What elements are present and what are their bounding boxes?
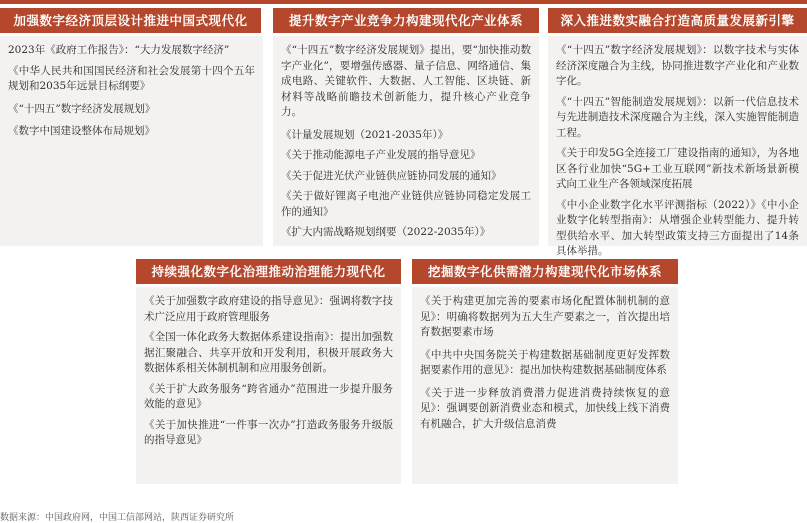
policy-item: 《“十四五”数字经济发展规划》提出，要“加快推动数字产业化”，要增强传感器、量子信息、网络通信、集成电路、关键软件、大数据、人工智能、区块链、新材料等战略前瞻技术创新能力，提升核心产业竞争力。 bbox=[281, 44, 531, 118]
column-panel-1 bbox=[0, 36, 263, 246]
bottom-column-panel-2 bbox=[412, 287, 678, 484]
policy-item: 《关于构建更加完善的要素市场化配置体制机制的意见》：明确将数据列为五大生产要素之一，首次提出培育数据要素市场 bbox=[420, 295, 670, 338]
policy-item: 《中共中央国务院关于构建数据基础制度更好发挥数据要素作用的意见》：提出加快构建数据基础制度体系 bbox=[420, 348, 670, 376]
top-accent-bar bbox=[0, 0, 807, 4]
policy-item: 《关于进一步释放消费潜力促进消费持续恢复的意见》：强调要创新消费业态和模式，加快线上线下消费有机融合，扩大升级信息消费 bbox=[420, 386, 670, 430]
column-panel-2 bbox=[273, 36, 539, 246]
policy-item: 《中小企业数字化水平评测指标（2022）》《中小企业数字化转型指南》：从增强企业转型能力、提升转型供给水平、加大转型政策支持三方面提出了14条具体举措。 bbox=[556, 198, 799, 257]
policy-item: 《计量发展规划（2021-2035年）》 bbox=[281, 128, 449, 141]
policy-item: 《“十四五”数字经济发展规划》：以数字技术与实体经济深度融合为主线，协同推进数字产业化和产业数字化。 bbox=[556, 44, 799, 87]
bottom-column-header-2: 挖掘数字化供需潜力构建现代化市场体系 bbox=[412, 259, 678, 284]
source-note: 数据来源：中国政府网，中国工信部网站，陕西证券研究所 bbox=[0, 513, 235, 523]
policy-item: 《关于加强数字政府建设的指导意见》：强调将数字技术广泛应用于政府管理服务 bbox=[144, 295, 393, 323]
policy-item: 《关于促进光伏产业链供应链协同发展的通知》 bbox=[281, 169, 502, 182]
policy-item: 《数字中国建设整体布局规划》 bbox=[8, 125, 155, 137]
bottom-column-header-1: 持续强化数字化治理推动治理能力现代化 bbox=[136, 259, 401, 284]
column-panel-3 bbox=[548, 36, 807, 257]
policy-item: 《“十四五”智能制造发展规划》：以新一代信息技术与先进制造技术深度融合为主线，深入实施智能制造工程。 bbox=[556, 95, 799, 139]
column-header-3: 深入推进数实融合打造高质量发展新引擎 bbox=[548, 8, 807, 33]
policy-item: 2023年《政府工作报告》：“大力发展数字经济” bbox=[8, 44, 230, 56]
policy-item: 《关于加快推进“一件事一次办”打造政务服务升级版的指导意见》 bbox=[144, 418, 393, 446]
policy-item: 《“十四五”数字经济发展规划》 bbox=[8, 102, 156, 115]
column-header-1: 加强数字经济顶层设计推进中国式现代化 bbox=[0, 8, 261, 33]
policy-item: 《全国一体化政务大数据体系建设指南》：提出加强数据汇聚融合、共享开放和开发利用，积极开展政务大数据体系相关体制机制和应用服务创新。 bbox=[144, 331, 393, 374]
policy-item: 《关于推动能源电子产业发展的指导意见》 bbox=[281, 149, 481, 161]
policy-item: 《关于做好锂离子电池产业链供应链协同稳定发展工作的通知》 bbox=[281, 190, 531, 218]
policy-item: 《关于印发5G全连接工厂建设指南的通知》，为各地区各行业加快“5G+工业互联网”新技术新场景新模式向工业生产各领域深度拓展 bbox=[556, 147, 799, 190]
policy-item: 《扩大内需战略规划纲要（2022-2035年）》 bbox=[281, 226, 491, 238]
bottom-column-panel-1 bbox=[136, 287, 401, 484]
column-header-2: 提升数字产业竞争力构建现代化产业体系 bbox=[273, 8, 539, 33]
policy-item: 《关于扩大政务服务“跨省通办”范围进一步提升服务效能的意见》 bbox=[144, 382, 393, 410]
policy-item: 《中华人民共和国国民经济和社会发展第十四个五年规划和2035年远景目标纲要》 bbox=[8, 64, 255, 92]
